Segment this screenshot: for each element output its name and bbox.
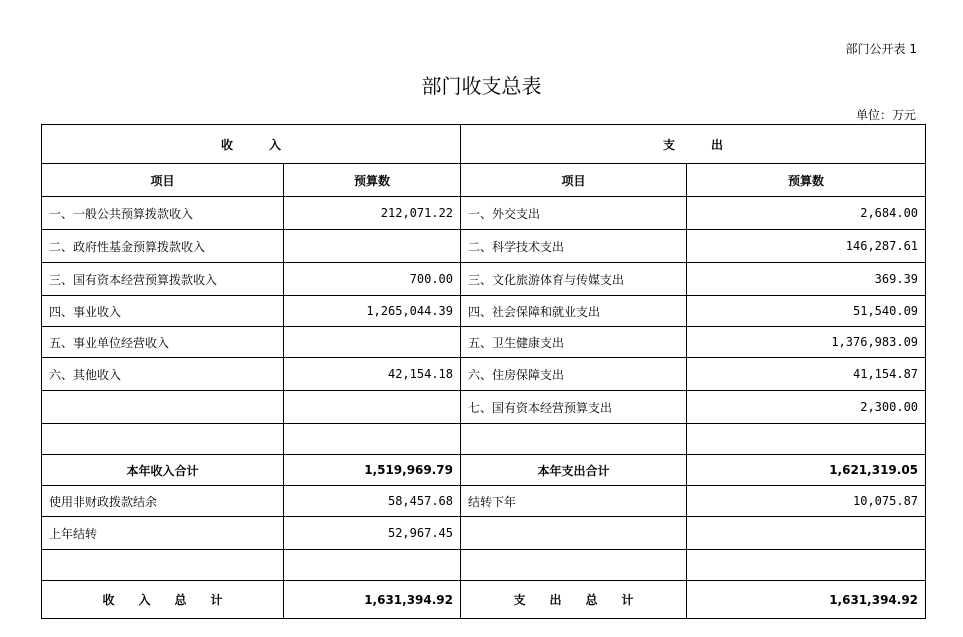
income-item-header: 项目 bbox=[42, 164, 284, 197]
expense-item-header: 项目 bbox=[461, 164, 687, 197]
income-amount bbox=[284, 327, 461, 358]
expense-item: 二、科学技术支出 bbox=[461, 230, 687, 263]
income-item: 一、一般公共预算拨款收入 bbox=[42, 197, 284, 230]
table-row bbox=[42, 517, 926, 550]
table-row bbox=[42, 486, 926, 517]
income-amount: 42,154.18 bbox=[284, 358, 461, 391]
income-amount bbox=[284, 391, 461, 424]
income-item: 六、其他收入 bbox=[42, 358, 284, 391]
income-total-amount: 1,631,394.92 bbox=[284, 581, 461, 619]
form-number: 部门公开表 1 bbox=[845, 42, 917, 56]
income-item: 使用非财政拨款结余 bbox=[42, 486, 284, 517]
expense-amount: 369.39 bbox=[687, 263, 926, 296]
expense-item bbox=[461, 550, 687, 581]
expense-subtotal-amount: 1,621,319.05 bbox=[687, 455, 926, 486]
income-amount: 212,071.22 bbox=[284, 197, 461, 230]
income-item: 四、事业收入 bbox=[42, 296, 284, 327]
grand-total-row bbox=[42, 581, 926, 619]
expense-section-header: 支 出 bbox=[461, 125, 926, 164]
unit-label: 单位：万元 bbox=[855, 108, 916, 122]
income-item: 二、政府性基金预算拨款收入 bbox=[42, 230, 284, 263]
expense-total-amount: 1,631,394.92 bbox=[687, 581, 926, 619]
expense-amount: 51,540.09 bbox=[687, 296, 926, 327]
income-item: 上年结转 bbox=[42, 517, 284, 550]
income-amount: 52,967.45 bbox=[284, 517, 461, 550]
table-row bbox=[42, 358, 926, 391]
subtotal-row bbox=[42, 455, 926, 486]
income-item bbox=[42, 424, 284, 455]
table-row bbox=[42, 296, 926, 327]
income-item: 五、事业单位经营收入 bbox=[42, 327, 284, 358]
expense-item: 三、文化旅游体育与传媒支出 bbox=[461, 263, 687, 296]
expense-amount bbox=[687, 517, 926, 550]
income-amount: 58,457.68 bbox=[284, 486, 461, 517]
income-section-header: 收 入 bbox=[42, 125, 461, 164]
expense-amount bbox=[687, 550, 926, 581]
expense-amount: 1,376,983.09 bbox=[687, 327, 926, 358]
income-subtotal-label: 本年收入合计 bbox=[42, 455, 284, 486]
expense-item: 四、社会保障和就业支出 bbox=[461, 296, 687, 327]
expense-item bbox=[461, 517, 687, 550]
expense-subtotal-label: 本年支出合计 bbox=[461, 455, 687, 486]
table-row bbox=[42, 327, 926, 358]
expense-amount: 146,287.61 bbox=[687, 230, 926, 263]
expense-item: 五、卫生健康支出 bbox=[461, 327, 687, 358]
income-amount bbox=[284, 550, 461, 581]
income-amount-header: 预算数 bbox=[284, 164, 461, 197]
budget-table bbox=[41, 124, 926, 619]
income-amount: 1,265,044.39 bbox=[284, 296, 461, 327]
expense-item bbox=[461, 424, 687, 455]
table-row bbox=[42, 550, 926, 581]
expense-item: 七、国有资本经营预算支出 bbox=[461, 391, 687, 424]
table-row bbox=[42, 391, 926, 424]
income-subtotal-amount: 1,519,969.79 bbox=[284, 455, 461, 486]
table-row bbox=[42, 263, 926, 296]
expense-amount: 41,154.87 bbox=[687, 358, 926, 391]
expense-amount: 10,075.87 bbox=[687, 486, 926, 517]
expense-amount: 2,684.00 bbox=[687, 197, 926, 230]
expense-item: 一、外交支出 bbox=[461, 197, 687, 230]
income-total-label: 收 入 总 计 bbox=[42, 581, 284, 619]
expense-amount-header: 预算数 bbox=[687, 164, 926, 197]
income-item: 三、国有资本经营预算拨款收入 bbox=[42, 263, 284, 296]
expense-amount: 2,300.00 bbox=[687, 391, 926, 424]
income-item bbox=[42, 550, 284, 581]
income-amount bbox=[284, 424, 461, 455]
table-row bbox=[42, 197, 926, 230]
expense-amount bbox=[687, 424, 926, 455]
expense-total-label: 支 出 总 计 bbox=[461, 581, 687, 619]
table-row bbox=[42, 230, 926, 263]
column-header-row bbox=[42, 164, 926, 197]
expense-item: 六、住房保障支出 bbox=[461, 358, 687, 391]
income-amount: 700.00 bbox=[284, 263, 461, 296]
table-row bbox=[42, 424, 926, 455]
income-amount bbox=[284, 230, 461, 263]
income-item bbox=[42, 391, 284, 424]
page-title: 部门收支总表 bbox=[421, 74, 542, 98]
section-header-row bbox=[42, 125, 926, 164]
expense-item: 结转下年 bbox=[461, 486, 687, 517]
